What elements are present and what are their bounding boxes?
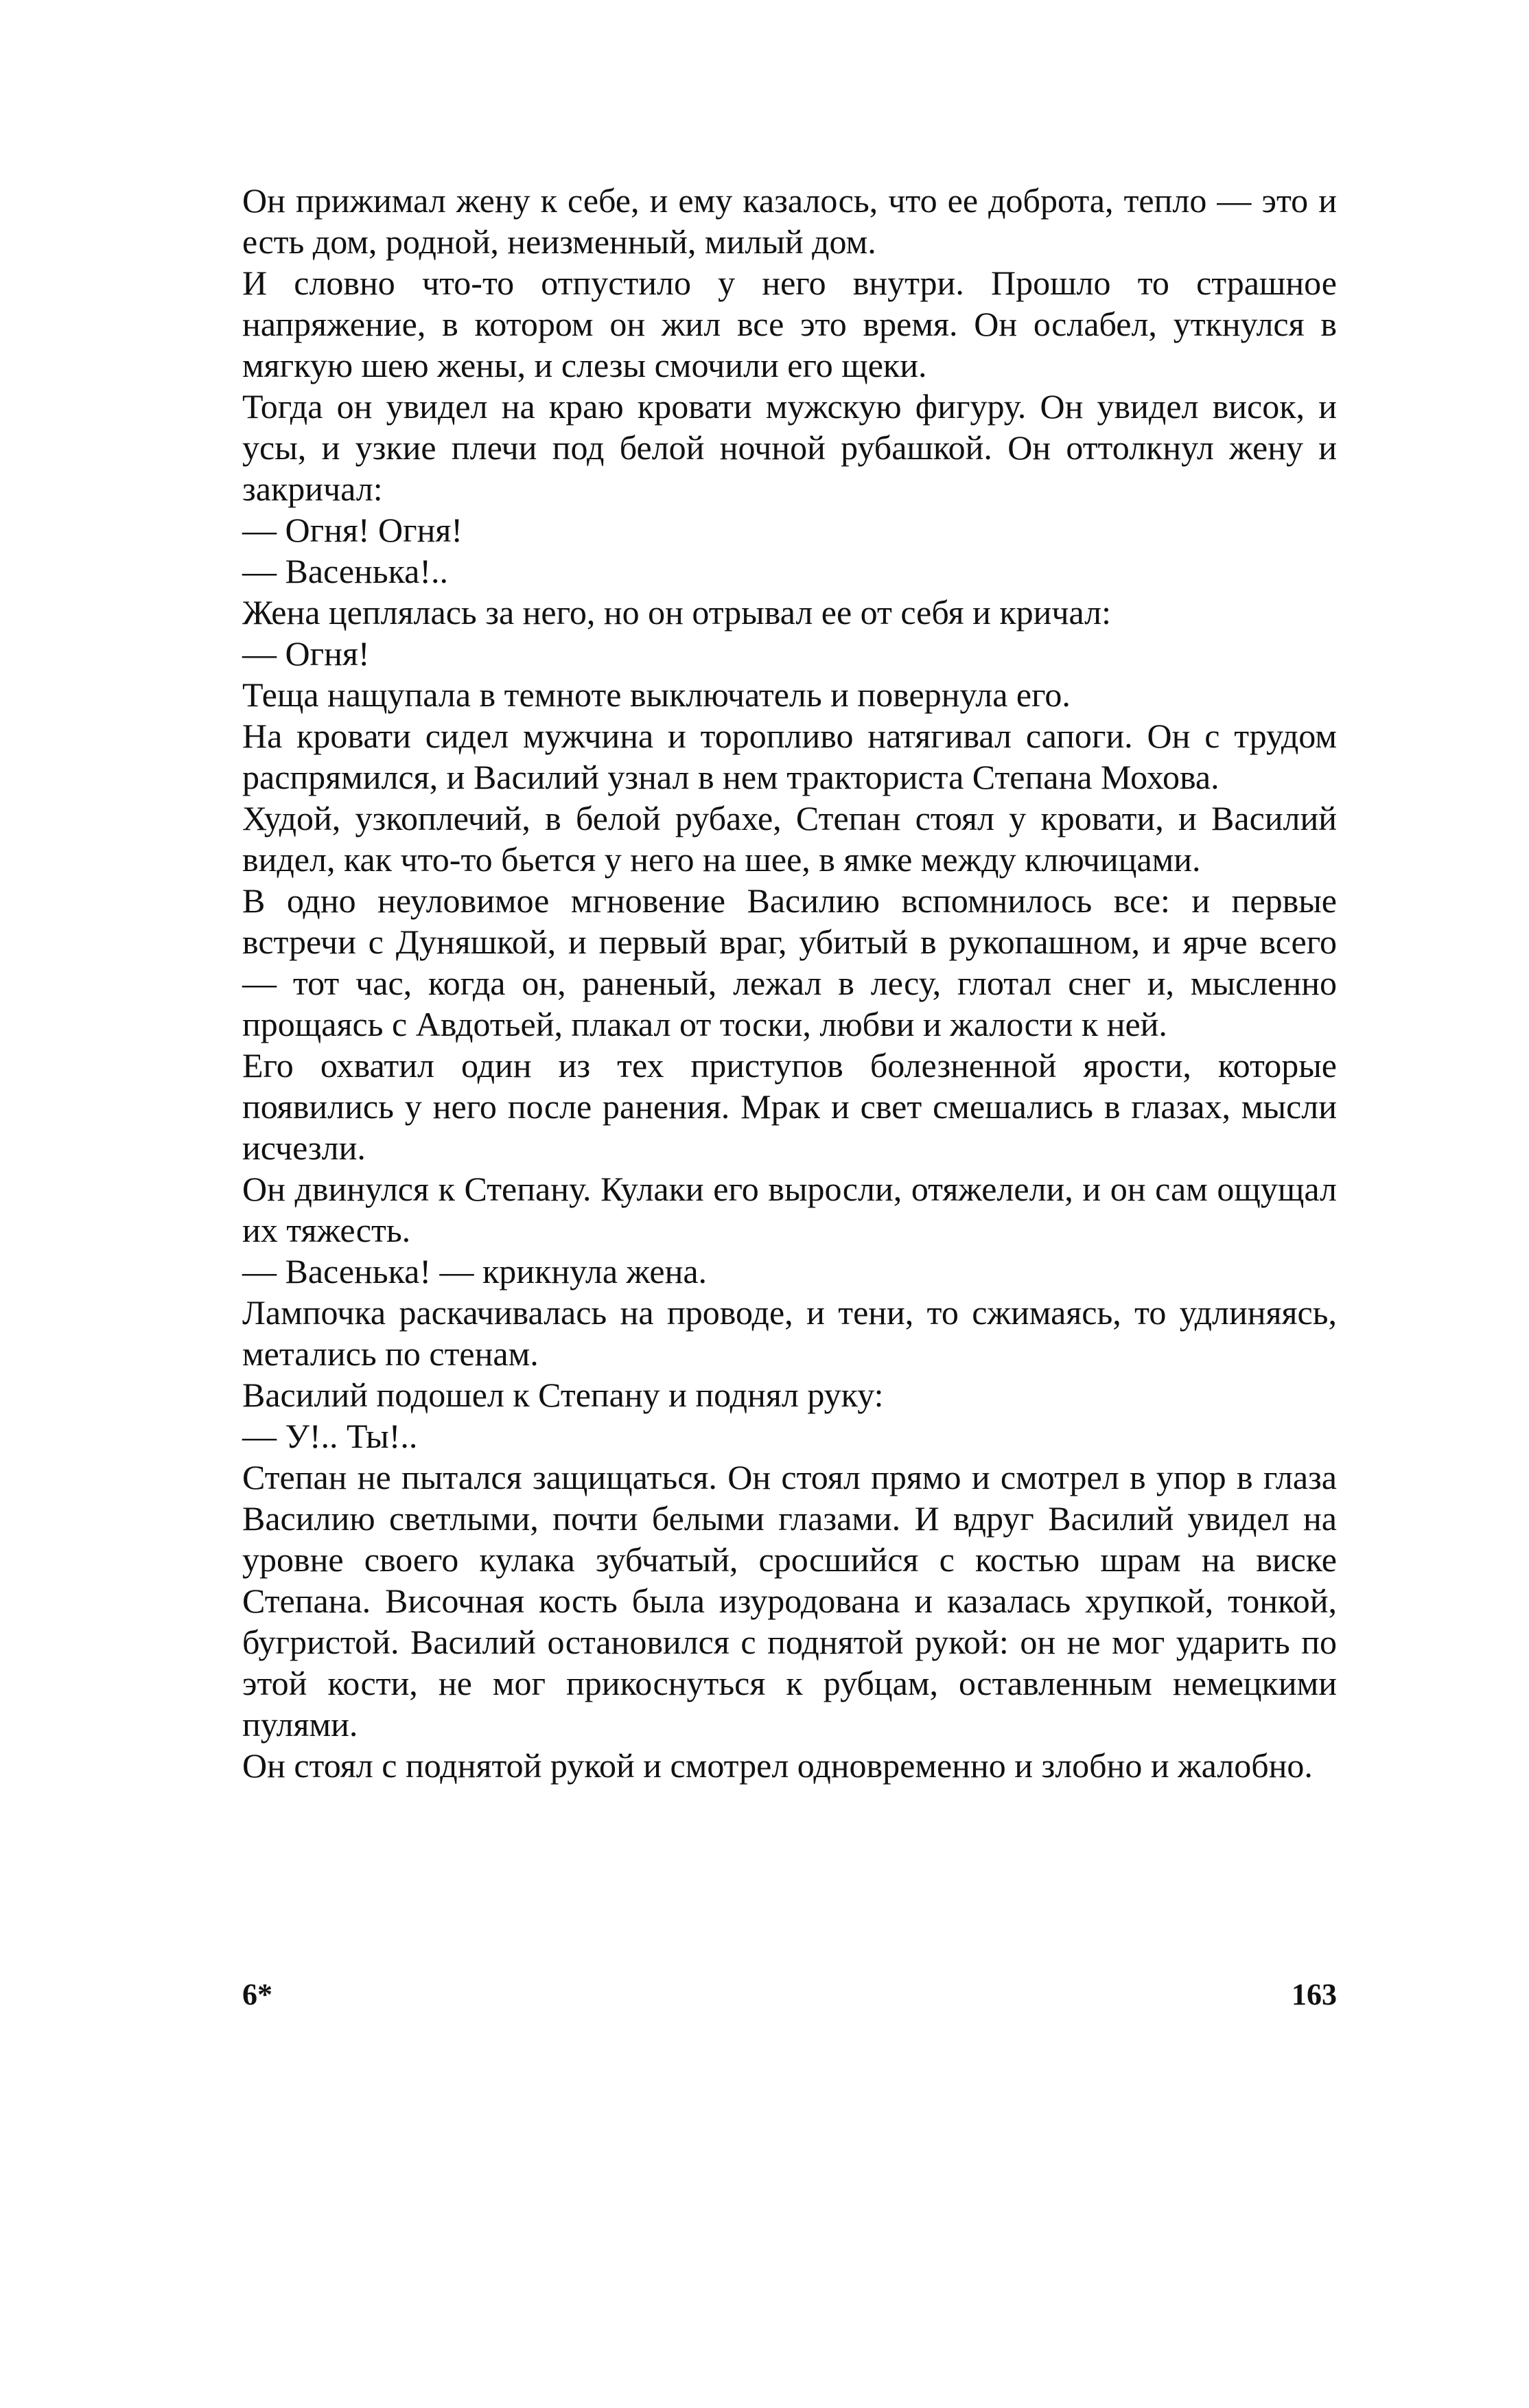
paragraph: Василий подошел к Степану и поднял руку:: [242, 1376, 884, 1414]
paragraph: Его охватил один из тех приступов болезненной ярости, которые появились у него после ранения. Мрак и свет смешались в глазах, мысли исчезли.: [242, 1046, 1337, 1167]
dialogue-line: — Огня!: [242, 634, 370, 673]
paragraph: На кровати сидел мужчина и торопливо натягивал сапоги. Он с трудом распрямился, и Василий узнал в нем тракториста Степана Мохова.: [242, 717, 1337, 796]
body-text: [242, 180, 1337, 1786]
paragraph: Тогда он увидел на краю кровати мужскую фигуру. Он увидел висок, и усы, и узкие плечи под белой ночной рубашкой. Он оттолкнул жену и закричал:: [242, 387, 1337, 508]
page-footer: [242, 1977, 1337, 2018]
paragraph: Он двинулся к Степану. Кулаки его выросли, отяжелели, и он сам ощущал их тяжесть.: [242, 1170, 1337, 1249]
paragraph: Лампочка раскачивалась на проводе, и тени, то сжимаясь, то удлиняясь, метались по стенам.: [242, 1293, 1337, 1373]
paragraph: Худой, узкоплечий, в белой рубахе, Степан стоял у кровати, и Василий видел, как что-то бьется у него на шее, в ямке между ключицами.: [242, 799, 1337, 879]
paragraph: Теща нащупала в темноте выключатель и повернула его.: [242, 675, 1071, 714]
dialogue-line: — Васенька! — крикнула жена.: [242, 1252, 708, 1290]
paragraph: Он прижимал жену к себе, и ему казалось, что ее доброта, тепло — это и есть дом, родной, неизменный, милый дом.: [242, 181, 1337, 261]
dialogue-line: — Васенька!..: [242, 552, 448, 590]
paragraph: В одно неуловимое мгновение Василию вспомнилось все: и первые встречи с Дуняшкой, и первый враг, убитый в рукопашном, и ярче всего — тот час, когда он, раненый, лежал в лесу, глотал снег и, мысленно прощаясь с Авдотьей, плакал от тоски, любви и жалости к ней.: [242, 881, 1337, 1043]
page-number: 163: [1292, 1978, 1337, 2011]
signature-mark: 6*: [242, 1978, 272, 2011]
paragraph: Степан не пытался защищаться. Он стоял прямо и смотрел в упор в глаза Василию светлыми, почти белыми глазами. И вдруг Василий увидел на уровне своего кулака зубчатый, сросшийся с костью шрам на виске Степана. Височная кость была изуродована и казалась хрупкой, тонкой, бугристой. Василий остановился с поднятой рукой: он не мог ударить по этой кости, не мог прикоснуться к рубцам, оставленным немецкими пулями.: [242, 1458, 1337, 1744]
dialogue-line: — У!.. Ты!..: [242, 1417, 418, 1455]
dialogue-line: — Огня! Огня!: [242, 511, 463, 549]
paragraph: Он стоял с поднятой рукой и смотрел одновременно и злобно и жалобно.: [242, 1746, 1313, 1785]
paragraph: Жена цеплялась за него, но он отрывал ее от себя и кричал:: [242, 593, 1111, 632]
paragraph: И словно что-то отпустило у него внутри. Прошло то страшное напряжение, в котором он жил все это время. Он ослабел, уткнулся в мягкую шею жены, и слезы смочили его щеки.: [242, 264, 1337, 384]
